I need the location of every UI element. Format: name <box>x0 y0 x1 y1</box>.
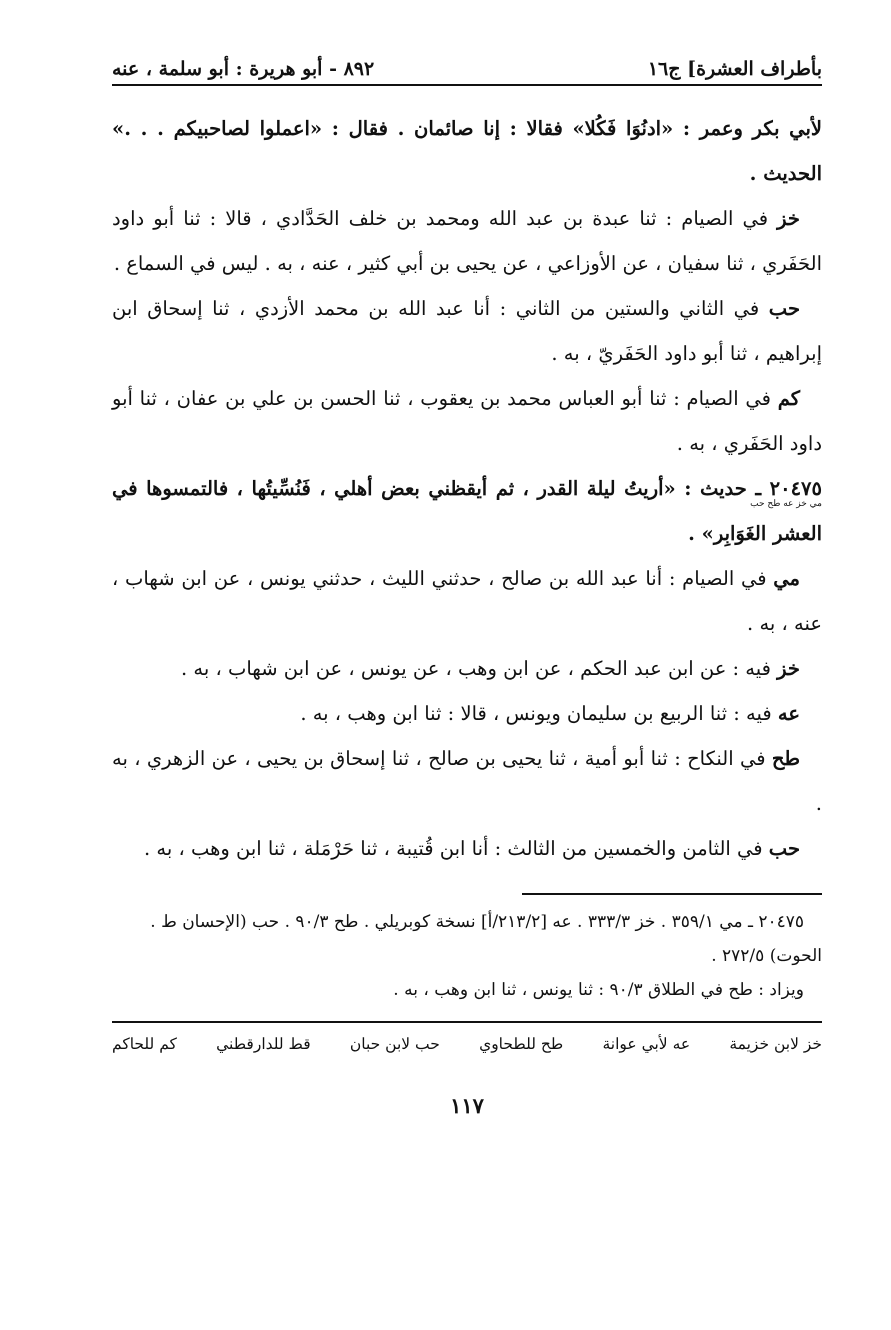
footnote: ٢٠٤٧٥ ـ مي ٣٥٩/١ . خز ٣٣٣/٣ . عه [٢١٣/٢/أ] نسخة كوبريلي . طح ٩٠/٣ . حب (الإحسان ط . الحوت) ٢٧٢/٥ . <box>150 912 822 966</box>
source-code: حب <box>768 297 800 320</box>
header-title: بأطراف العشرة] ج١٦ <box>647 58 822 80</box>
hadith-text: ٢٠٤٧٥ ـ حديث : «أريتُ ليلة القدر ، ثم أيقظني بعض أهلي ، فَنُسِّيتُها ، فالتمسوها في العشر الغَوَابِر» . <box>112 477 822 545</box>
main-text <box>112 106 822 871</box>
paragraph: عه فيه : ثنا الربيع بن سليمان ويونس ، قالا : ثنا ابن وهب ، به . <box>300 702 800 725</box>
paragraph: مي في الصيام : أنا عبد الله بن صالح ، حدثني الليث ، حدثني يونس ، عن ابن شهاب ، عنه ، به . <box>112 567 822 635</box>
paragraph: حب في الثامن والخمسين من الثالث : أنا ابن قُتيبة ، ثنا حَرْمَلة ، ثنا ابن وهب ، به . <box>144 837 800 860</box>
header-section: ٨٩٢ - أبو هريرة : أبو سلمة ، عنه <box>112 58 375 80</box>
source-code: خز <box>777 207 800 230</box>
abbreviation: خز لابن خزيمة <box>729 1035 822 1053</box>
bottom-rule <box>112 1021 822 1023</box>
running-header <box>112 52 822 84</box>
paragraph: طح في النكاح : ثنا أبو أمية ، ثنا يحيى بن صالح ، ثنا إسحاق بن يحيى ، عن الزهري ، به . <box>112 747 822 815</box>
paragraph: حب في الثاني والستين من الثاني : أنا عبد الله بن محمد الأزدي ، ثنا إسحاق ابن إبراهيم ، ثنا أبو داود الحَفَريّ ، به . <box>112 297 822 365</box>
source-code: مي <box>773 567 800 590</box>
abbreviation: كم للحاكم <box>112 1035 177 1053</box>
paragraph: خز فيه : عن ابن عبد الحكم ، عن ابن وهب ، عن يونس ، عن ابن شهاب ، به . <box>181 657 800 680</box>
abbreviation: طح للطحاوي <box>479 1035 564 1053</box>
source-code: طح <box>771 747 800 770</box>
paragraph: خز في الصيام : ثنا عبدة بن عبد الله ومحمد بن خلف الحَدَّادي ، قالا : ثنا أبو داود الحَفَري ، ثنا سفيان ، عن الأوزاعي ، عن يحيى بن أبي كثير ، عنه ، به . ليس في السماع . <box>112 207 822 275</box>
header-rule <box>112 84 822 86</box>
footnote: ويزاد : طح في الطلاق ٩٠/٣ : ثنا يونس ، ثنا ابن وهب ، به . <box>393 980 804 1000</box>
page <box>112 52 822 1118</box>
paragraph: كم في الصيام : ثنا أبو العباس محمد بن يعقوب ، ثنا الحسن بن علي بن عفان ، ثنا أبو داود الحَفَري ، به . <box>112 387 822 455</box>
source-code: كم <box>777 387 800 410</box>
abbreviation: عه لأبي عوانة <box>602 1035 691 1053</box>
abbreviation: قط للدارقطني <box>216 1035 311 1053</box>
paragraph-lead: لأبي بكر وعمر : «ادنُوَا فَكُلا» فقالا : إنا صائمان . فقال : «اعملوا لصاحبيكم . . .» الحديث . <box>112 117 822 185</box>
source-code: عه <box>777 702 800 725</box>
hadith-entry <box>112 466 822 556</box>
abbreviation: حب لابن حبان <box>349 1035 440 1053</box>
paragraph <box>112 106 822 196</box>
footnotes <box>112 905 822 1007</box>
source-code: حب <box>768 837 800 860</box>
source-code: خز <box>777 657 800 680</box>
source-sigla-note: مي خز عه طح حب <box>750 499 822 509</box>
abbreviation-key <box>112 1035 822 1053</box>
page-number: ١١٧ <box>450 1093 484 1118</box>
footnote-rule <box>522 893 822 895</box>
